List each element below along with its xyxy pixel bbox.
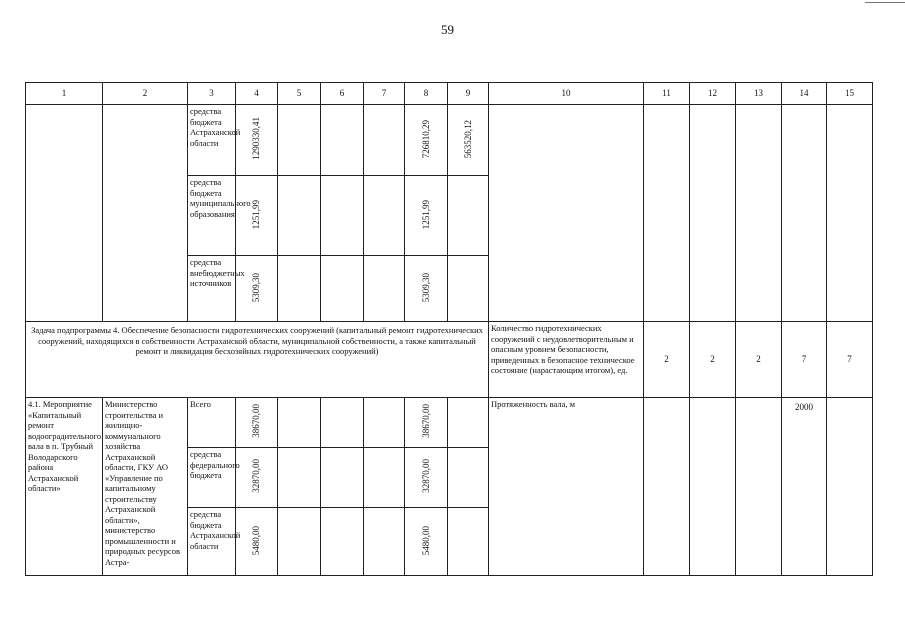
budget-table	[25, 82, 873, 576]
table-row	[26, 105, 873, 176]
funding-source: средства федерального бюджета	[188, 448, 236, 508]
task-row	[26, 322, 873, 398]
header-cell: 10	[489, 83, 644, 105]
indicator-value: 7	[782, 322, 827, 398]
header-cell: 15	[827, 83, 873, 105]
amount-total: 5309,30	[251, 272, 261, 302]
header-cell: 5	[278, 83, 321, 105]
header-cell: 7	[364, 83, 405, 105]
header-cell: 12	[690, 83, 736, 105]
funding-source: средства бюджета Астраханской области	[188, 508, 236, 576]
task-indicator: Количество гидротехнических сооружений с неудовлетворительным и опасным уровнем безопасности, приведенных в безопасное техническое состояние (нарастающим итогом), ед.	[489, 322, 644, 398]
amount-total: 1290330,41	[251, 117, 261, 161]
header-cell: 8	[405, 83, 448, 105]
indicator-value: 2	[690, 322, 736, 398]
amount-year: 5309,30	[420, 272, 431, 302]
funding-source: средства внебюджетных источников	[188, 256, 236, 322]
amount-total: 32870,00	[251, 459, 261, 494]
measure-name: 4.1. Мероприятие «Капитальный ремонт водооградительного вала в п. Трубный Володарского района Астраханской области»	[26, 398, 103, 576]
amount-year: 32870,00	[420, 459, 431, 494]
amount-total: 38670,00	[251, 404, 261, 439]
header-cell: 3	[188, 83, 236, 105]
table-row	[26, 398, 873, 448]
amount-year: 563520,12	[462, 119, 473, 158]
funding-source: Всего	[188, 398, 236, 448]
indicator-value: 2	[736, 322, 782, 398]
measure-executor: Министерство строительства и жилищно-коммунального хозяйства Астраханской области, ГКУ АО «Управление по капитальному строительству Астраханской области», министерство промышленности и природных ресурсов Астра-	[103, 398, 188, 576]
funding-source: средства бюджета Астраханской области	[188, 105, 236, 176]
amount-year: 5480,00	[420, 525, 431, 555]
amount-year: 1251,99	[420, 199, 431, 229]
header-cell: 2	[103, 83, 188, 105]
amount-year: 726810,29	[420, 119, 431, 158]
amount-year: 38670,00	[420, 404, 431, 439]
header-cell: 11	[644, 83, 690, 105]
header-row	[26, 83, 873, 105]
header-cell: 6	[321, 83, 364, 105]
task-description: Задача подпрограммы 4. Обеспечение безопасности гидротехнических сооружений (капитальный ремонт гидротехнических сооружений, находящихся в собственности Астраханской области, муниципальной собственности, а также капитальный ремонт и ликвидация бесхозяйных гидротехнических сооружений)	[26, 322, 489, 398]
corner-mark	[865, 2, 905, 3]
amount-total: 1251,99	[251, 199, 261, 229]
indicator-value: 2	[644, 322, 690, 398]
indicator-value: 7	[827, 322, 873, 398]
header-cell: 14	[782, 83, 827, 105]
page-number: 59	[441, 22, 454, 37]
empty-cell	[26, 105, 103, 322]
header-cell: 4	[236, 83, 278, 105]
measure-indicator: Протяженность вала, м	[489, 398, 644, 576]
header-cell: 9	[448, 83, 489, 105]
amount-total: 5480,00	[251, 525, 261, 555]
empty-cell	[103, 105, 188, 322]
header-cell: 1	[26, 83, 103, 105]
funding-source: средства бюджета муниципального образования	[188, 176, 236, 256]
header-cell: 13	[736, 83, 782, 105]
indicator-value: 2000	[782, 398, 827, 576]
